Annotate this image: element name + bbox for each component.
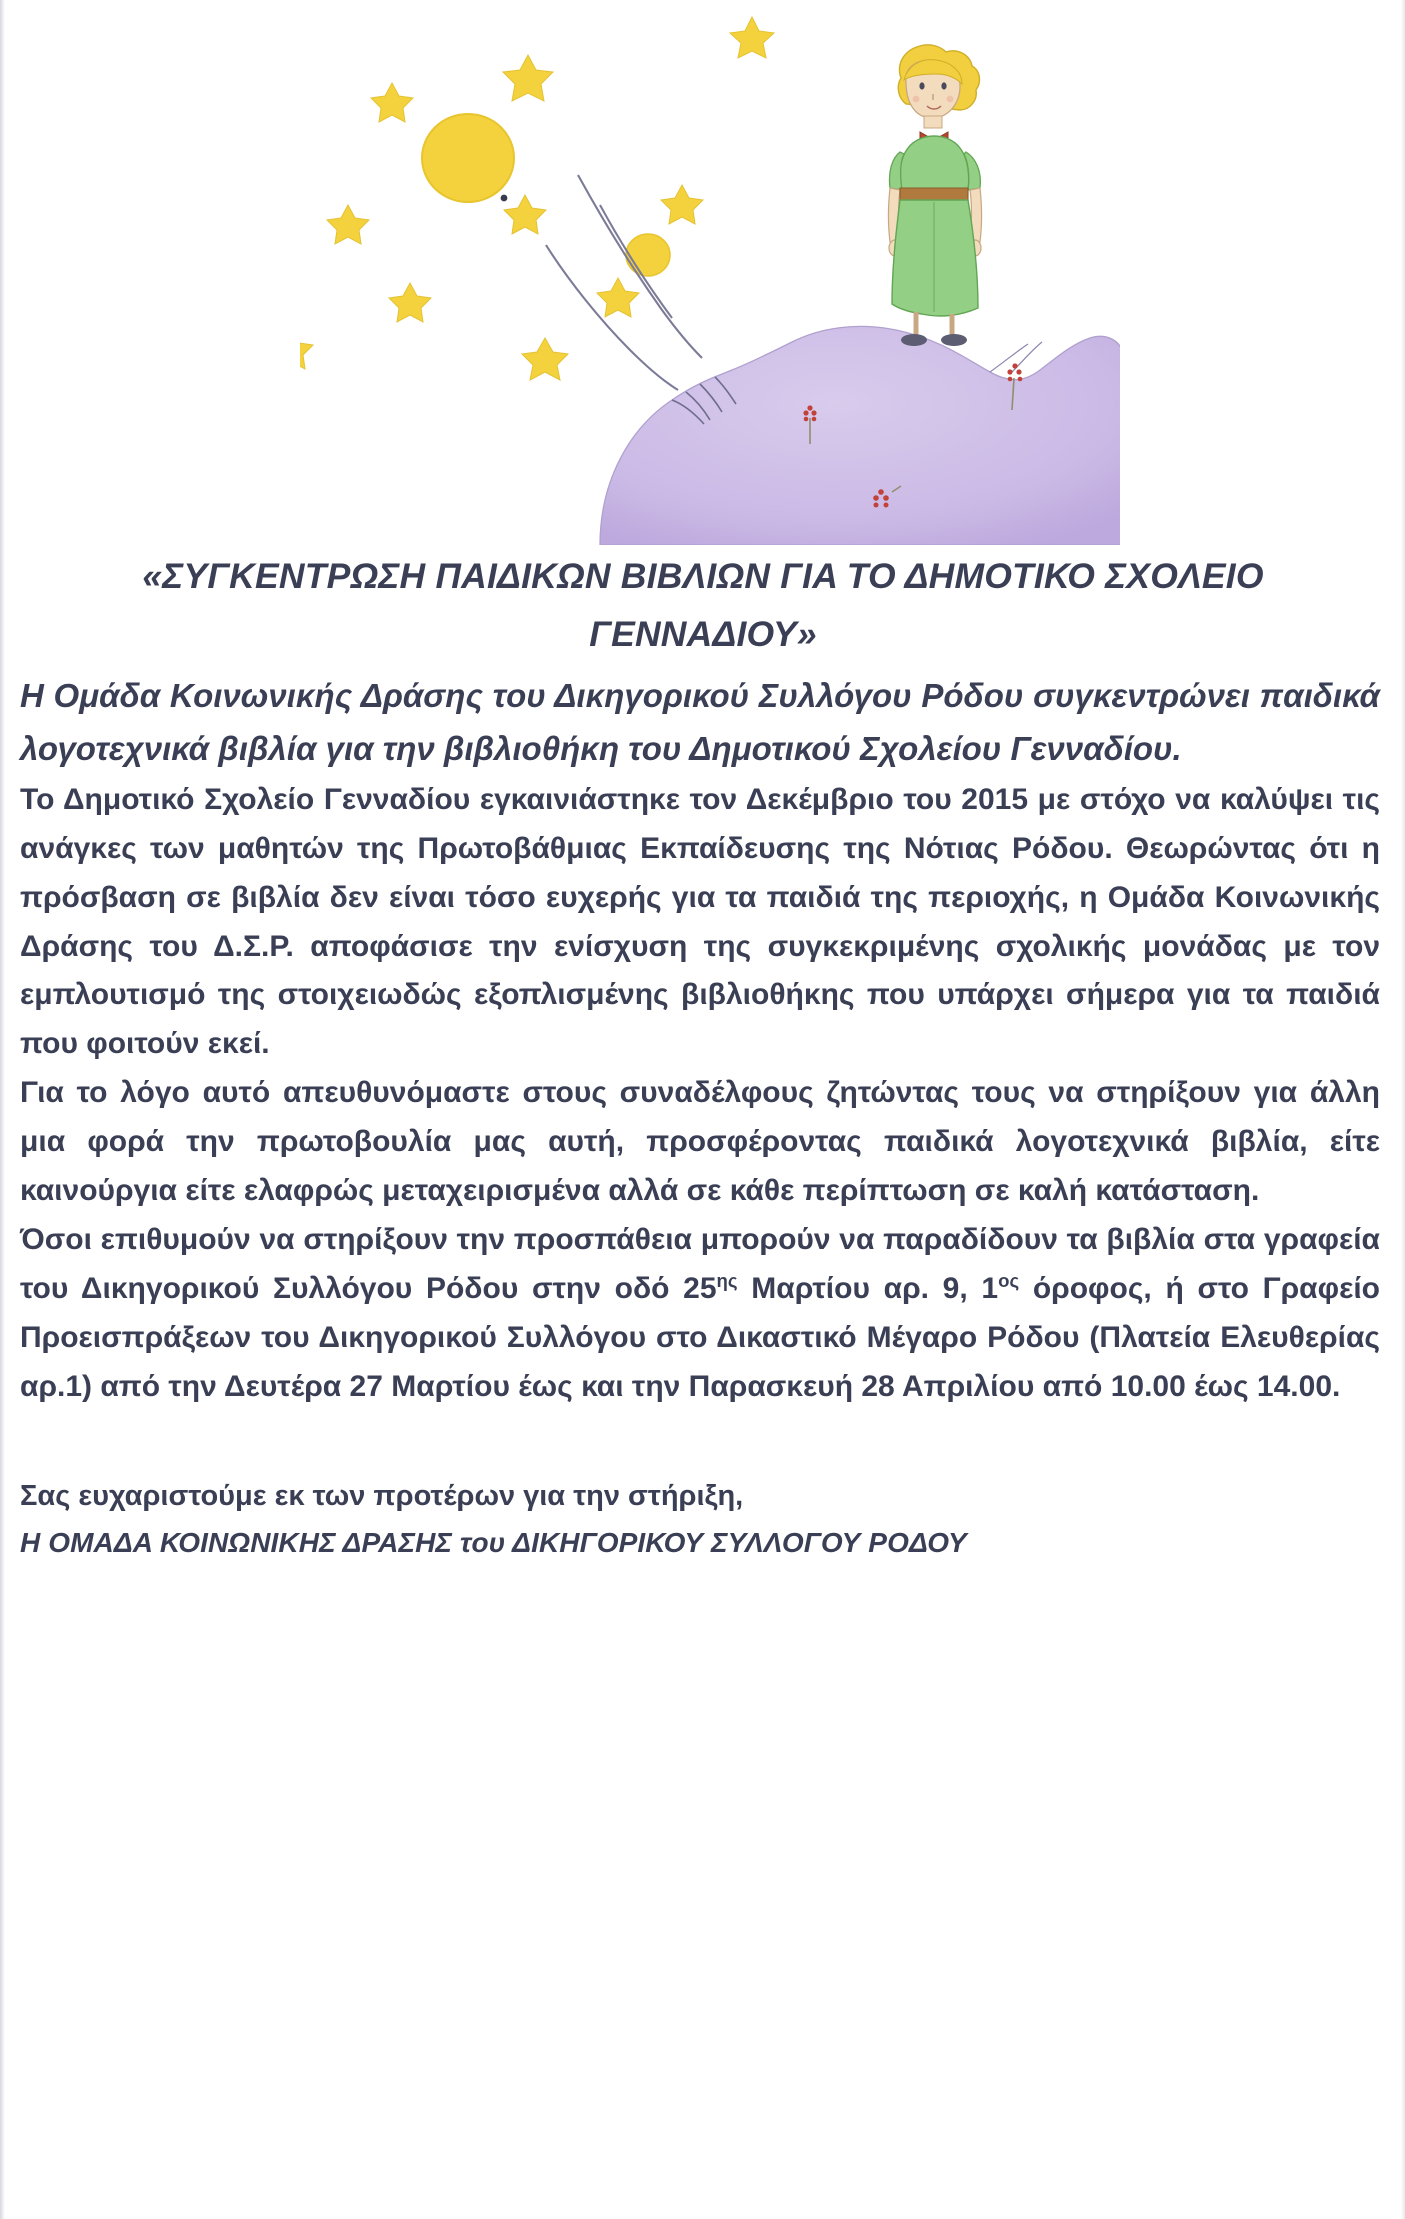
lead-paragraph: Η Ομάδα Κοινωνικής Δράσης του Δικηγορικού Συλλόγου Ρόδου συγκεντρώνει παιδικά λογοτεχνικά βιβλία για την βιβλιοθήκη του Δημοτικού Σχολείου Γενναδίου. (20, 677, 1380, 768)
closing-signature: Η ΟΜΑΔΑ ΚΟΙΝΩΝΙΚΗΣ ΔΡΑΣΗΣ του ΔΙΚΗΓΟΡΙΚΟΥ ΣΥΛΛΟΓΟΥ ΡΟΔΟΥ (20, 1527, 967, 1559)
sun-small-icon (626, 234, 670, 276)
body-paragraph-2: Για το λόγο αυτό απευθυνόμαστε στους συναδέλφους ζητώντας τους να στηρίξουν για άλλη μια φορά την πρωτοβουλία μας αυτή, προσφέροντας παιδικά λογοτεχνικά βιβλία, είτε καινούργια είτε ελαφρώς μεταχειρισμένα αλλά σε κάθε περίπτωση σε καλή κατάσταση. (20, 1076, 1380, 1208)
closing-thanks: Σας ευχαριστούμε εκ των προτέρων για την στήριξη, (20, 1480, 744, 1513)
body-paragraph-1: Το Δημοτικό Σχολείο Γενναδίου εγκαινιάστηκε τον Δεκέμβριο του 2015 με στόχο να καλύψει τις ανάγκες των μαθητών της Πρωτοβάθμιας Εκπαίδευσης της Νότιας Ρόδου. Θεωρώντας ότι η πρόσβαση σε βιβλία δεν είναι τόσο ευχερής για τα παιδιά της περιοχής, η Ομάδα Κοινωνικής Δράσης του Δ.Σ.Ρ. αποφάσισε την ενίσχυση της συγκεκριμένης σχολικής μονάδας με τον εμπλουτισμό της στοιχειωδώς εξοπλισμένης βιβλιοθήκης που υπάρχει σήμερα για τα παιδιά που φοιτούν εκεί. (20, 782, 1380, 1061)
scan-edge-right (1401, 0, 1405, 2219)
asteroid-rock (600, 326, 1120, 545)
star-icon (300, 330, 313, 369)
page-title (18, 548, 1388, 663)
delivery-paragraph (18, 1216, 1388, 1412)
scarf-tip-dot (501, 195, 508, 202)
paragraph-spacer (18, 1411, 1388, 1473)
delivery-part-2: Μαρτίου αρ. 9, 1 (737, 1271, 999, 1305)
little-prince-illustration (300, 0, 1120, 545)
delivery-part-3: όροφος, ή στο Γραφείο Προεισπράξεων του Δικηγορικού Συλλόγου στο Δικαστικό Μέγαρο Ρόδου (Πλατεία Ελευθερίας αρ.1) από την Δευτέρα 27 Μαρτίου έως και την Παρασκευή 28 Απριλίου από 10.00 έως 14.00. (20, 1271, 1380, 1403)
sun-large-icon (422, 114, 514, 202)
announcement-text (18, 548, 1388, 1566)
page-title-line-2: ΓΕΝΝΑΔΙΟΥ» (589, 613, 817, 654)
star-icon (327, 205, 369, 244)
ordinal-suffix-ins: ης (716, 1269, 738, 1291)
star-icon (661, 185, 703, 224)
scan-edge-left (0, 0, 5, 2219)
star-icon (503, 55, 553, 101)
star-icon (522, 338, 568, 380)
star-icon (730, 17, 774, 58)
star-icon (389, 283, 431, 322)
star-icon (371, 83, 413, 122)
prince-figure (889, 45, 982, 346)
delivery-part-1: Όσοι επιθυμούν να στηρίξουν την προσπάθεια μπορούν να παραδίδουν τα βιβλία στα γραφεία του Δικηγορικού Συλλόγου Ρόδου στην οδό 25 (20, 1222, 1380, 1305)
star-icon (504, 195, 546, 234)
page-title-line-1: «ΣΥΓΚΕΝΤΡΩΣΗ ΠΑΙΔΙΚΩΝ ΒΙΒΛΙΩΝ ΓΙΑ ΤΟ ΔΗΜΟΤΙΚΟ ΣΧΟΛΕΙΟ (142, 556, 1264, 596)
star-icon (597, 278, 639, 317)
ordinal-suffix-os: ος (998, 1269, 1020, 1291)
